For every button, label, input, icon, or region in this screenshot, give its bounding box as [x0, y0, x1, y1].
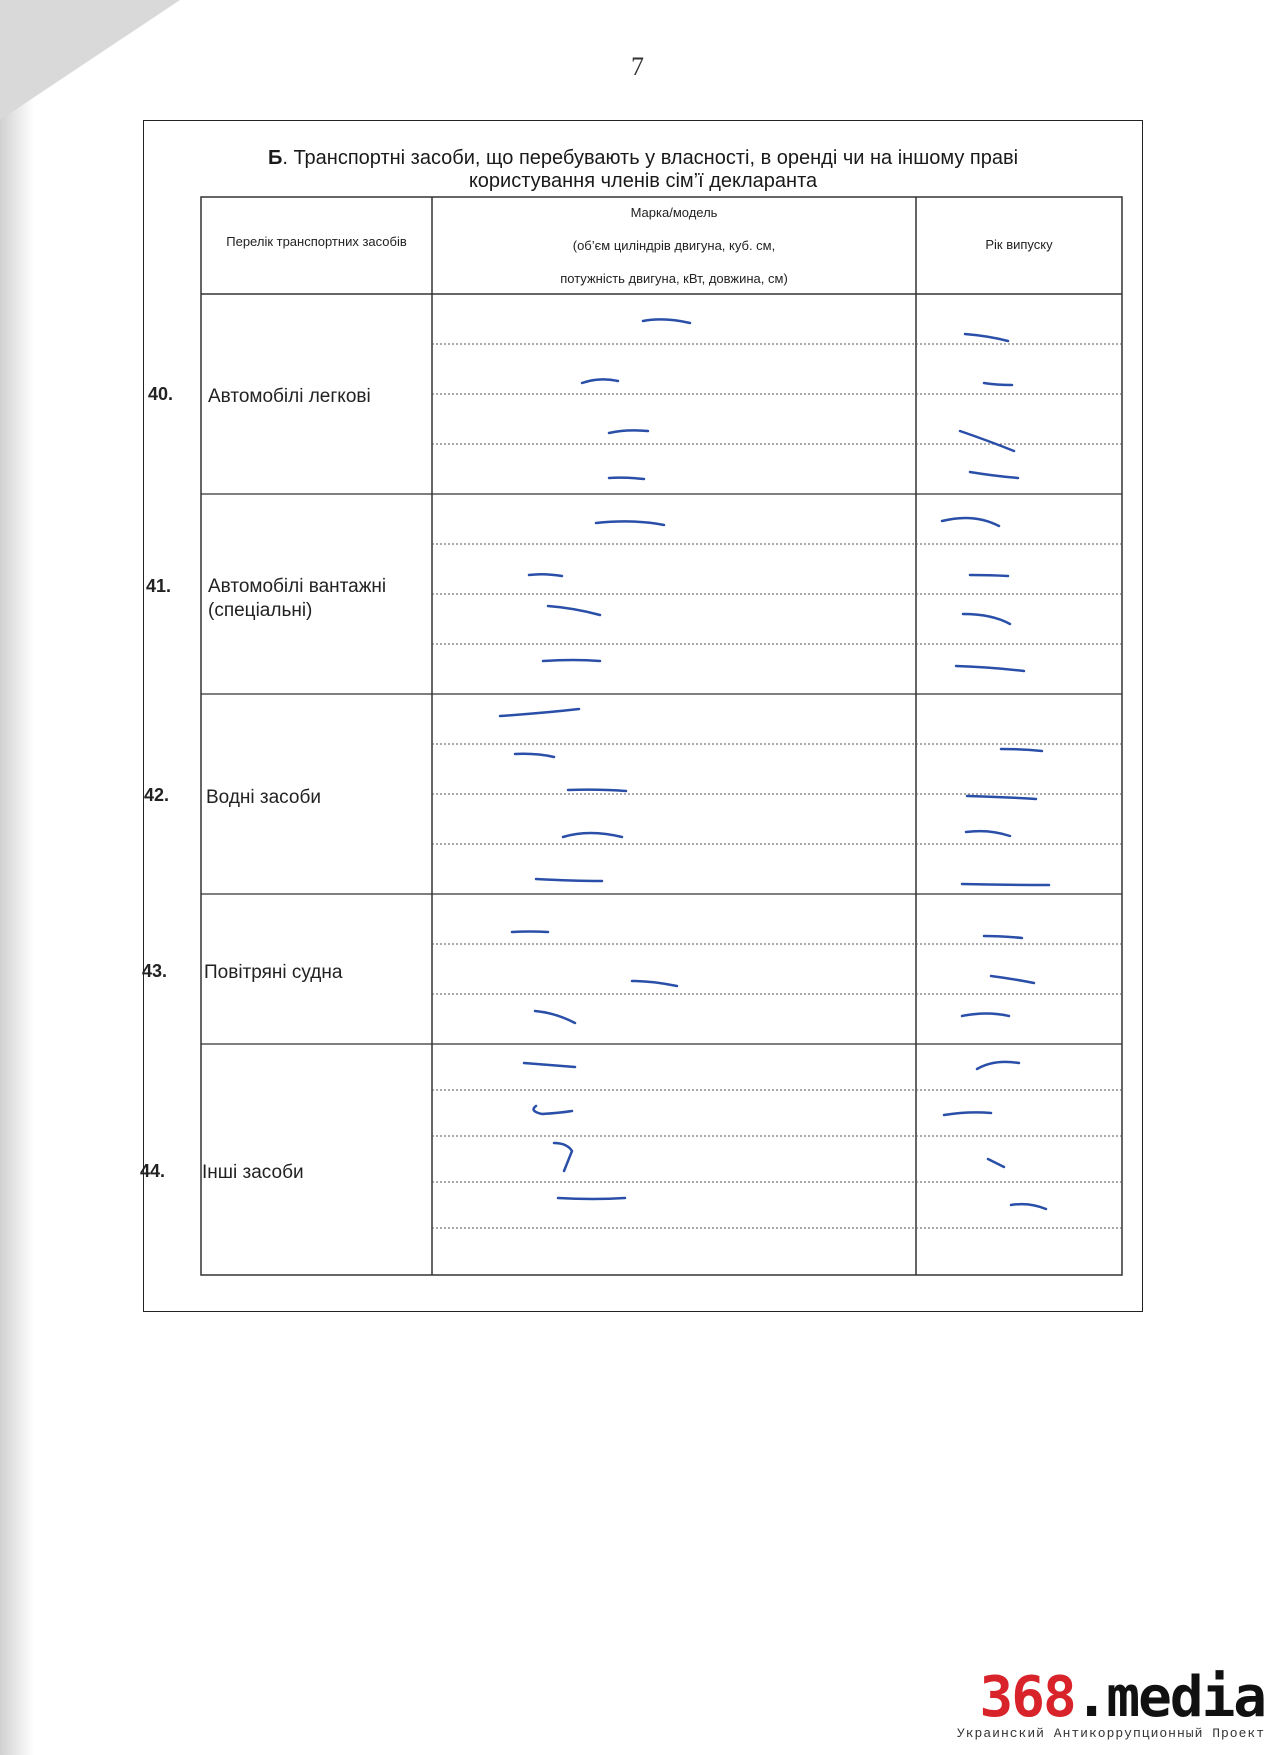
section-letter: Б [267, 147, 283, 169]
column-header-model-line3: потужність двигуна, кВт, довжина, см) [560, 271, 788, 286]
column-header-list: Перелік транспортних засобів [226, 234, 407, 249]
row-number-42: 42. [144, 785, 170, 805]
scan-edge [0, 0, 34, 1755]
row-number-44: 44. [140, 1161, 166, 1181]
section-frame [140, 120, 1143, 1312]
column-header-model-line1: Марка/модель [630, 205, 718, 220]
row-label-cars: Автомобілі легкові [208, 386, 371, 407]
section-title-line2: користування членів сім’ї декларанта [468, 170, 818, 192]
column-header-year: Рік випуску [985, 237, 1053, 252]
section-title-line1: . Транспортні засоби, що перебувають у власності, в оренді чи на іншому праві [282, 147, 1019, 169]
row-label-aircraft: Повітряні судна [204, 962, 343, 983]
row-label-water: Водні засоби [206, 787, 321, 808]
page-number: 7 [631, 52, 644, 81]
row-label-trucks-line1: Автомобілі вантажні [208, 576, 387, 597]
row-label-trucks-line2: (спеціальні) [208, 600, 313, 621]
column-header-model-line2: (об’єм циліндрів двигуна, куб. см, [572, 238, 776, 253]
watermark-stamp [956, 1665, 1265, 1741]
row-number-43: 43. [142, 961, 168, 981]
handwritten-dashes [144, 121, 1144, 1313]
watermark-logo: 368.media [979, 1665, 1265, 1730]
row-label-other: Інші засоби [202, 1162, 304, 1183]
row-number-41: 41. [146, 576, 172, 596]
row-number-40: 40. [148, 384, 174, 404]
watermark-subtitle: Украинский Антикоррупционный Проект [956, 1726, 1265, 1741]
